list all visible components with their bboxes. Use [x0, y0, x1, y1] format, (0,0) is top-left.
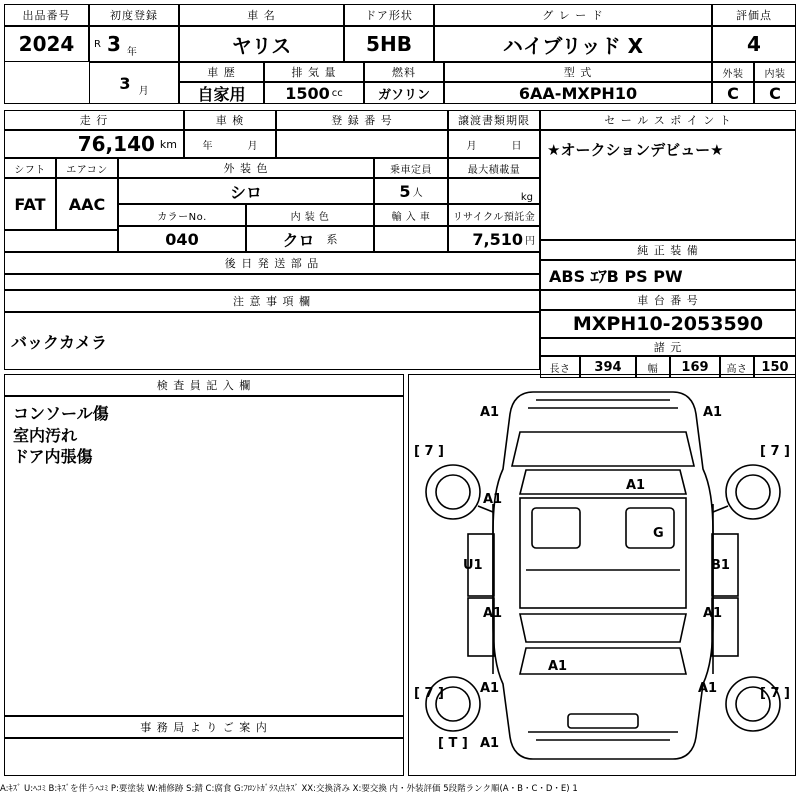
- model-value: 6AA-MXPH10: [444, 82, 712, 104]
- regnum-value: [276, 130, 448, 158]
- caution-value: [4, 312, 540, 370]
- damage-mark: A1: [480, 736, 500, 751]
- mileage-value: [4, 130, 184, 158]
- lot-value: 2024: [4, 26, 89, 62]
- car-name-label: 車 名: [179, 4, 344, 26]
- displacement-value: [264, 82, 364, 104]
- colorno-value: 040: [118, 226, 246, 252]
- inspection-value: [184, 130, 276, 158]
- length-label: 長さ: [540, 356, 580, 378]
- damage-mark: A1: [548, 659, 568, 674]
- inspector-notes: [4, 396, 404, 716]
- shift-ac-spacer: [4, 230, 118, 252]
- maxload-label: 最大積載量: [448, 158, 540, 178]
- damage-marks-layer: [408, 374, 798, 777]
- chassis-value: [540, 310, 796, 338]
- recycle-number: 7,510: [472, 229, 523, 249]
- height-label: 高さ: [720, 356, 754, 378]
- seats-value: [374, 178, 448, 204]
- ac-value: AAC: [56, 178, 118, 230]
- interior-color-suffix: 系: [326, 233, 338, 246]
- recycle-unit: 円: [525, 235, 535, 247]
- inspector-label: 検 査 員 記 入 欄: [4, 374, 404, 396]
- damage-mark: G: [653, 526, 664, 541]
- office-notes: [4, 738, 404, 776]
- interior-color-value: [246, 226, 374, 252]
- damage-mark: [ 7 ]: [760, 686, 790, 701]
- door-value: 5HB: [344, 26, 434, 62]
- fuel-label: 燃料: [364, 62, 444, 82]
- exterior-rank-label: 外装: [712, 62, 754, 82]
- damage-mark: A1: [703, 606, 723, 621]
- maxload-unit: kg: [520, 192, 533, 203]
- exterior-rank-value: C: [712, 82, 754, 104]
- car-name-value: ヤリス: [179, 26, 344, 62]
- damage-mark: U1: [463, 558, 483, 573]
- seats-number: 5: [399, 181, 411, 201]
- first-reg-month-value: [89, 62, 179, 104]
- mileage-number: 76,140: [77, 132, 155, 156]
- interior-rank-label: 内装: [754, 62, 796, 82]
- damage-mark: A1: [480, 681, 500, 696]
- later-parts-value: [4, 274, 540, 290]
- exterior-color-label: 外 装 色: [118, 158, 374, 178]
- model-label: 型 式: [444, 62, 712, 82]
- ac-label: エアコン: [56, 158, 118, 178]
- office-label: 事 務 局 よ り ご 案 内: [4, 716, 404, 738]
- maxload-value: [448, 178, 540, 204]
- import-value: [374, 226, 448, 252]
- first-reg-year: 3: [106, 32, 121, 56]
- chassis-label: 車 台 番 号: [540, 290, 796, 310]
- era-label: R: [94, 38, 101, 50]
- caution-label: 注 意 事 項 欄: [4, 290, 540, 312]
- damage-mark: B1: [711, 558, 730, 573]
- damage-mark: A1: [698, 681, 718, 696]
- equip-text: ABS ｴｱB PS PW: [549, 266, 683, 286]
- recycle-value: [448, 226, 540, 252]
- sales-point-value: [540, 130, 796, 240]
- exterior-color-value: シロ: [118, 178, 374, 204]
- import-label: 輸 入 車: [374, 204, 448, 226]
- first-reg-label: 初度登録: [89, 4, 179, 26]
- disp-unit: cc: [331, 87, 343, 99]
- inspector-line-2: 室内汚れ: [13, 425, 78, 445]
- score-label: 評価点: [712, 4, 796, 26]
- fuel-value: ガソリン: [364, 82, 444, 104]
- regnum-label: 登 録 番 号: [276, 110, 448, 130]
- mileage-label: 走 行: [4, 110, 184, 130]
- legend-footer: A:ｷｽﾞ U:ﾍｺﾐ B:ｷｽﾞを伴うﾍｺﾐ P:要塗装 W:補修跡 S:錆 C:腐食 G:ﾌﾛﾝﾄｶﾞﾗｽ点ｷｽﾞ XX:交換済み X:要交換 内・外装評価 5段階ランク順(A・B・C・D・E) 1: [0, 784, 578, 794]
- damage-mark: [ 7 ]: [414, 444, 444, 459]
- caution-text: バックカメラ: [11, 332, 108, 352]
- equip-value: [540, 260, 796, 290]
- origin-label: 諸 元: [540, 338, 796, 356]
- transfer-day-unit: 日: [511, 140, 522, 152]
- transfer-month-unit: 月: [466, 140, 477, 152]
- height-value: 150: [754, 356, 796, 378]
- mileage-unit: km: [159, 137, 177, 151]
- grade-value: ハイブリッド X: [434, 26, 712, 62]
- interior-color-label: 内 装 色: [246, 204, 374, 226]
- damage-mark: A1: [483, 606, 503, 621]
- interior-rank-value: C: [754, 82, 796, 104]
- history-label: 車 歴: [179, 62, 264, 82]
- interior-color-text: クロ: [282, 230, 315, 250]
- inspection-year-unit: 年: [202, 140, 213, 152]
- equip-label: 純 正 装 備: [540, 240, 796, 260]
- transfer-label: 譲渡書類期限: [448, 110, 540, 130]
- disp-number: 1500: [285, 83, 330, 103]
- damage-mark: A1: [480, 405, 500, 420]
- width-value: 169: [670, 356, 720, 378]
- shift-label: シフト: [4, 158, 56, 178]
- chassis-text: MXPH10-2053590: [572, 313, 764, 335]
- history-value: 自家用: [179, 82, 264, 104]
- seats-label: 乗車定員: [374, 158, 448, 178]
- inspector-line-3: ドア内張傷: [13, 447, 93, 467]
- first-reg-value: [89, 26, 179, 62]
- shift-value: FAT: [4, 178, 56, 230]
- inspection-month-unit: 月: [247, 140, 258, 152]
- score-value: 4: [712, 26, 796, 62]
- damage-mark: [ 7 ]: [760, 444, 790, 459]
- grade-label: グ レ ー ド: [434, 4, 712, 26]
- year-unit: 年: [126, 47, 137, 58]
- damage-mark: [ T ]: [438, 736, 468, 751]
- sales-point-text: ★オークションデビュー★: [547, 141, 724, 159]
- damage-mark: A1: [626, 478, 646, 493]
- month-unit: 月: [138, 86, 149, 97]
- inspection-label: 車 検: [184, 110, 276, 130]
- inspector-line-1: コンソール傷: [13, 404, 109, 423]
- damage-mark: [ 7 ]: [414, 686, 444, 701]
- damage-mark: A1: [703, 405, 723, 420]
- sales-point-label: セ ー ル ス ポ イ ン ト: [540, 110, 796, 130]
- door-label: ドア形状: [344, 4, 434, 26]
- lot-label: 出品番号: [4, 4, 89, 26]
- width-label: 幅: [636, 356, 670, 378]
- damage-mark: A1: [483, 492, 503, 507]
- transfer-value: [448, 130, 540, 158]
- later-parts-label: 後 日 発 送 部 品: [4, 252, 540, 274]
- recycle-label: リサイクル預託金: [448, 204, 540, 226]
- displacement-label: 排 気 量: [264, 62, 364, 82]
- colorno-label: カラーNo.: [118, 204, 246, 226]
- reg-month: 3: [119, 73, 131, 93]
- seats-unit: 人: [412, 187, 423, 199]
- length-value: 394: [580, 356, 636, 378]
